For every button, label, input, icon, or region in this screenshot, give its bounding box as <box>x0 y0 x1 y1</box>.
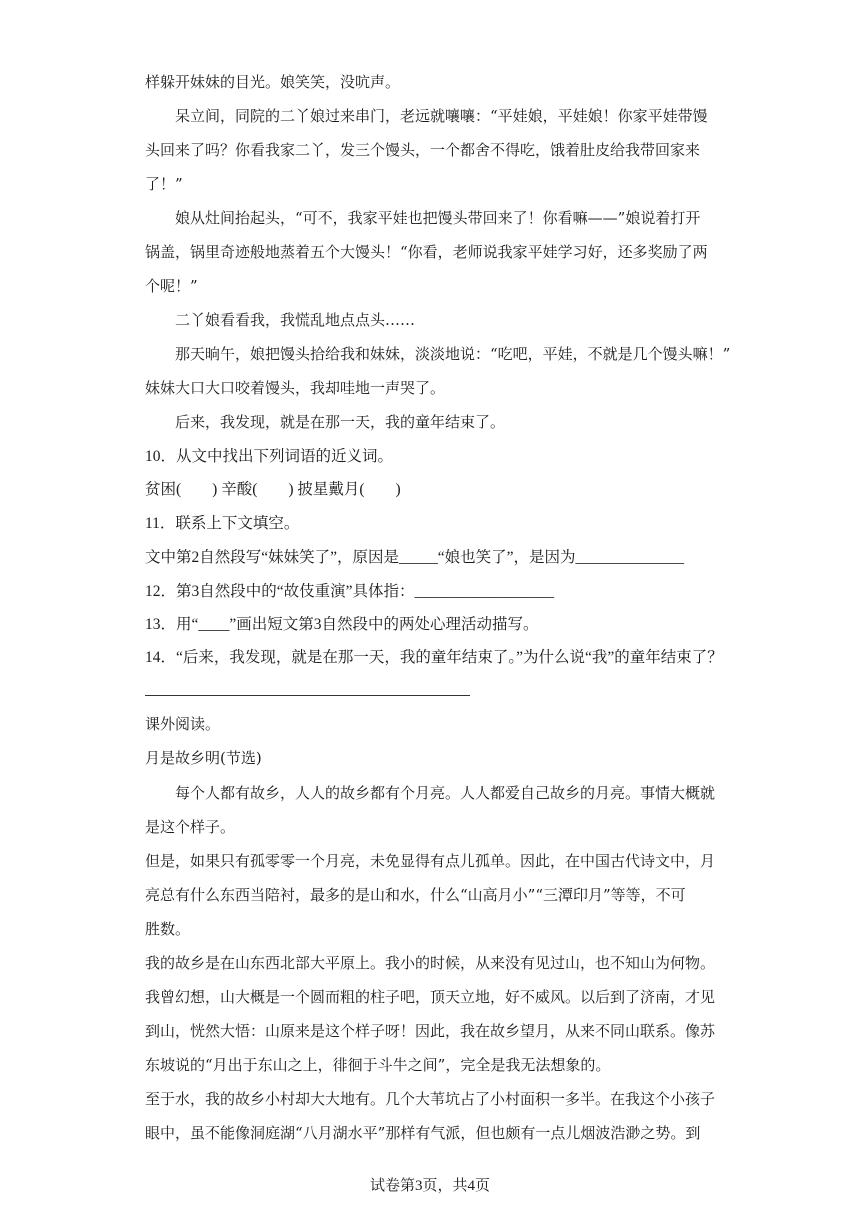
question-11-blanks[interactable]: 文中第2自然段写“妹妹笑了”，原因是_____“娘也笑了”，是因为______________ <box>145 549 685 566</box>
question-10-blanks[interactable]: 贫困( ) 辛酸( ) 披星戴月( ) <box>145 481 401 498</box>
passage-line: 亮总有什么东西当陪衬，最多的是山和水，什么“山高月小”“三潭印月”等等，不可 <box>145 886 686 904</box>
question-14: 14．“后来，我发现，就是在那一天，我的童年结束了。”为什么说“我”的童年结束了？ <box>145 649 723 666</box>
passage-line: 但是，如果只有孤零零一个月亮，未免显得有点儿孤单。因此，在中国古代诗文中，月 <box>145 852 716 870</box>
passage-line: 我的故乡是在山东西北部大平原上。我小的时候，从来没有见过山，也不知山为何物。 <box>145 954 716 972</box>
passage-title: 月是故乡明(节选) <box>145 749 262 767</box>
passage-line: 那天晌午，娘把馒头拾给我和妹妹，淡淡地说：“吃吧，平娃，不就是几个馒头嘛！” <box>175 345 731 363</box>
question-13: 13．用“____”画出短文第3自然段中的两处心理活动描写。 <box>145 616 539 633</box>
passage-line: 妹妹大口大口咬着馒头，我却哇地一声哭了。 <box>145 379 446 397</box>
passage-line: 我曾幻想，山大概是一个圆而粗的柱子吧，顶天立地，好不威风。以后到了济南，才见 <box>145 988 716 1006</box>
passage-line: 头回来了吗？你看我家二丫，发三个馒头，一个都舍不得吃，饿着肚皮给我带回家来 <box>145 141 701 159</box>
passage-line: 娘从灶间抬起头，“可不，我家平娃也把馒头带回来了！你看嘛——”娘说着打开 <box>175 209 701 227</box>
passage-line: 到山，恍然大悟：山原来是这个样子呀！因此，我在故乡望月，从来不同山联系。像苏 <box>145 1022 716 1040</box>
passage-line: 东坡说的“月出于东山之上，徘徊于斗牛之间”，完全是我无法想象的。 <box>145 1056 611 1074</box>
answer-line[interactable] <box>145 695 470 696</box>
passage-line: 了！” <box>145 175 183 193</box>
passage-line: 眼中，虽不能像洞庭湖“八月湖水平”那样有气派，但也颇有一点儿烟波浩渺之势。到 <box>145 1124 701 1142</box>
question-12[interactable]: 12．第3自然段中的“故伎重演”具体指：__________________ <box>145 583 555 600</box>
passage-line: 样躲开妹妹的目光。娘笑笑，没吭声。 <box>145 73 401 91</box>
passage-line: 后来，我发现，就是在那一天，我的童年结束了。 <box>175 413 506 431</box>
question-10: 10．从文中找出下列词语的近义词。 <box>145 448 394 465</box>
passage-line: 至于水，我的故乡小村却大大地有。几个大苇坑占了小村面积一多半。在我这个小孩子 <box>145 1090 716 1108</box>
page-footer: 试卷第3页，共4页 <box>369 1178 490 1194</box>
passage-line: 是这个样子。 <box>145 818 236 836</box>
question-11: 11．联系上下文填空。 <box>145 515 300 532</box>
passage-line: 胜数。 <box>145 920 191 938</box>
passage-line: 呆立间，同院的二丫娘过来串门，老远就嚷嚷：“平娃娘，平娃娘！你家平娃带馒 <box>175 107 708 125</box>
section-heading: 课外阅读。 <box>145 715 221 733</box>
passage-line: 锅盖，锅里奇迹般地蒸着五个大馒头！“你看，老师说我家平娃学习好，还多奖励了两 <box>145 243 708 261</box>
passage-line: 个呢！” <box>145 277 198 295</box>
passage-line: 每个人都有故乡，人人的故乡都有个月亮。人人都爱自己故乡的月亮。事情大概就 <box>175 784 716 802</box>
passage-line: 二丫娘看看我，我慌乱地点点头…… <box>175 311 416 329</box>
